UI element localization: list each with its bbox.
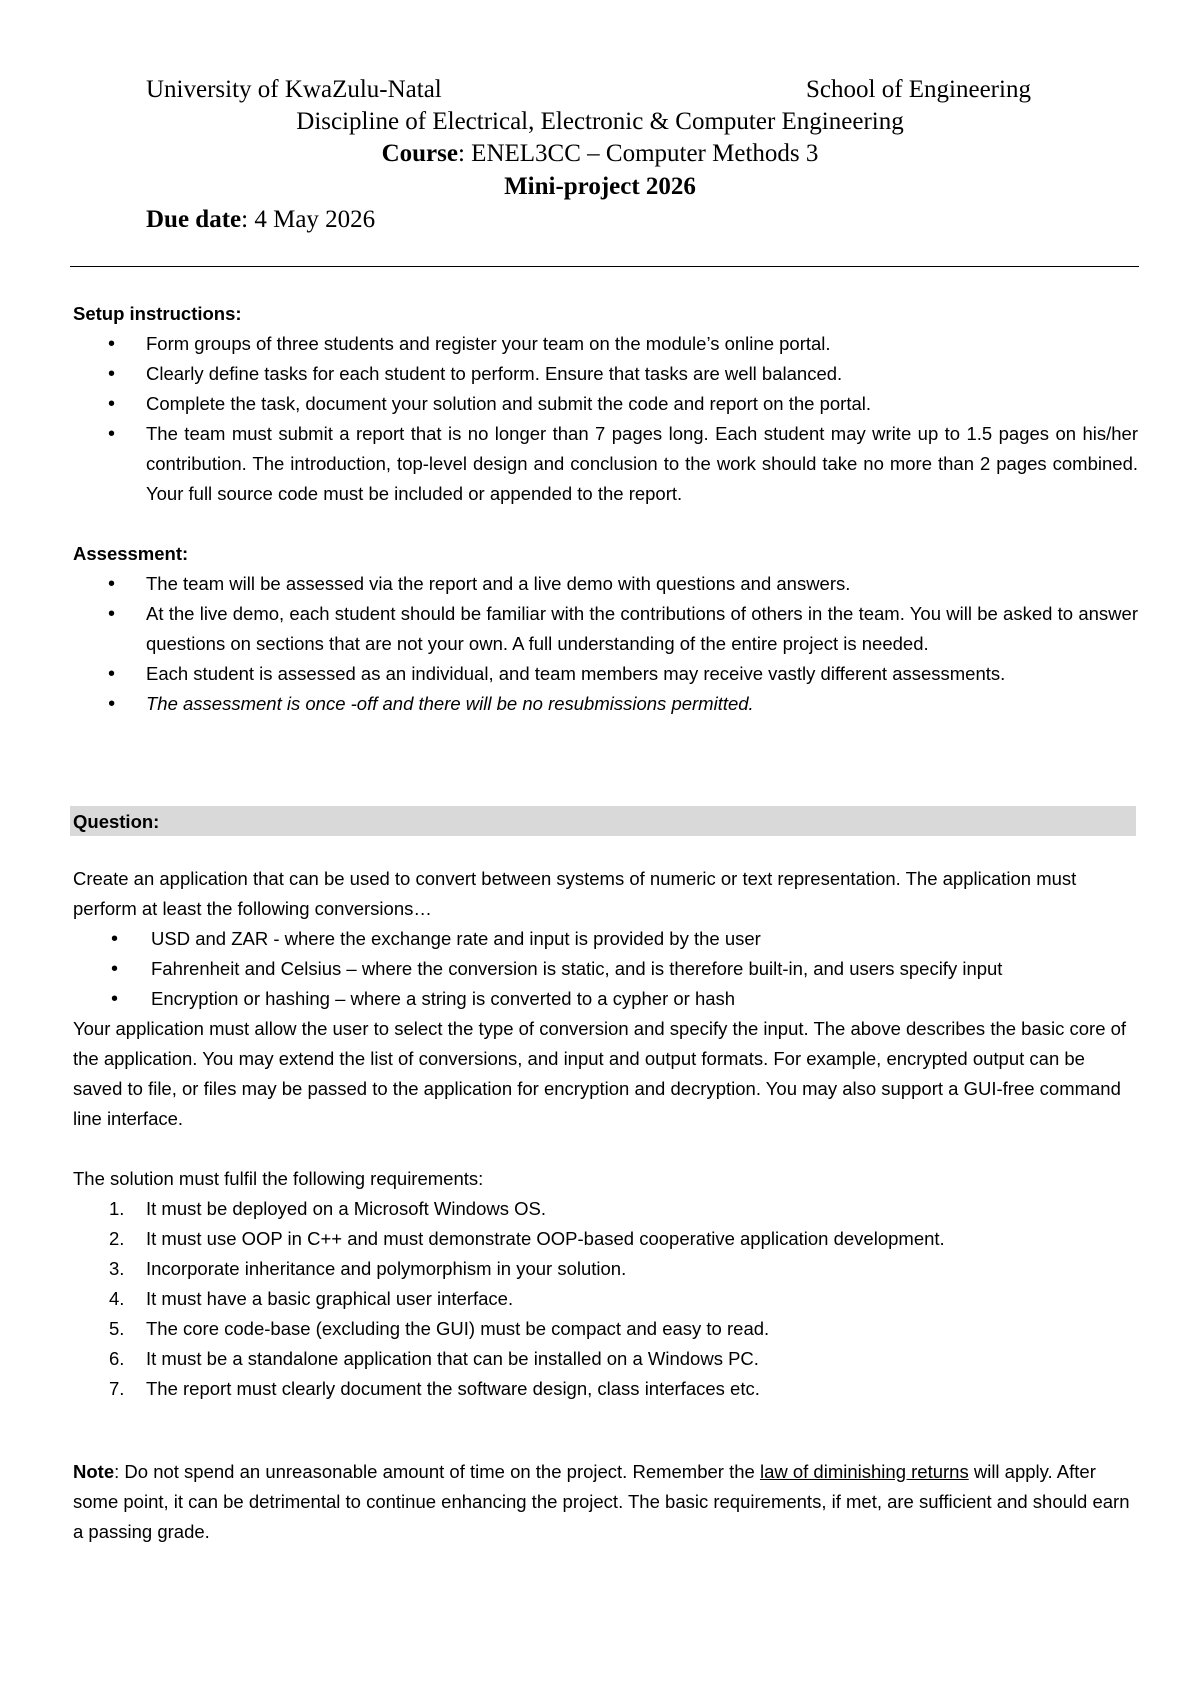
conversion-item: • USD and ZAR - where the exchange rate and input is provided by the user [73,924,1138,954]
project-title: Mini-project 2026 [504,173,696,200]
question-title: Question: [73,811,160,832]
requirement-item [73,1194,1138,1224]
requirement-text: Incorporate inheritance and polymorphism in your solution. [146,1258,627,1279]
note-text-after: will apply. After some point, it can be detrimental to continue enhancing the project. The basic requirements, if met, are sufficient and should earn a passing grade. [73,1461,1130,1542]
header-divider [70,266,1139,267]
requirement-number: 2. [109,1228,125,1249]
assessment-item: • The team will be assessed via the report and a live demo with questions and answers. [73,569,1138,599]
conversion-item: • Encryption or hashing – where a string is converted to a cypher or hash [73,984,1138,1014]
assessment-title: Assessment: [73,543,189,564]
setup-item: • Clearly define tasks for each student to perform. Ensure that tasks are well balanced. [73,359,1138,389]
requirement-text: It must be deployed on a Microsoft Windows OS. [146,1198,546,1219]
requirement-text: It must have a basic graphical user interface. [146,1288,514,1309]
requirement-number: 1. [109,1198,125,1219]
spacer [73,1134,1138,1164]
diminishing-returns-link: law of diminishing returns [759,1461,969,1482]
note-section [73,1457,1138,1547]
course-value: : ENEL3CC – Computer Methods 3 [457,140,819,167]
question-section [73,864,1138,1404]
due-date-label: Due date [146,206,242,233]
note-label: Note [73,1461,115,1482]
school-name: School of Engineering [806,76,1031,103]
setup-item: • Form groups of three students and register your team on the module’s online portal. [73,329,1138,359]
requirement-item [73,1314,1138,1344]
assessment-item: • The assessment is once -off and there will be no resubmissions permitted. [73,689,1138,719]
requirement-number: 5. [109,1318,125,1339]
setup-item: • The team must submit a report that is no longer than 7 pages long. Each student may write up to 1.5 pages on his/her contribution. The introduction, top-level design and conclusion to the work should take no more than 2 pages combined. Your full source code must be included or appended to the report. [73,419,1138,509]
requirement-item [73,1374,1138,1404]
assessment-item: • At the live demo, each student should be familiar with the contributions of others in the team. You will be asked to answer questions on sections that are not your own. A full understanding of the entire project is needed. [73,599,1138,659]
requirement-number: 7. [109,1378,125,1399]
setup-section [73,299,1138,509]
setup-item: • Complete the task, document your solution and submit the code and report on the portal. [73,389,1138,419]
requirement-item [73,1254,1138,1284]
conversion-item: • Fahrenheit and Celsius – where the conversion is static, and is therefore built-in, and users specify input [73,954,1138,984]
assessment-section [73,539,1138,719]
due-date-line [146,206,375,234]
requirement-number: 6. [109,1348,125,1369]
requirement-text: The core code-base (excluding the GUI) must be compact and easy to read. [146,1318,770,1339]
requirement-text: It must be a standalone application that can be installed on a Windows PC. [146,1348,759,1369]
requirement-item [73,1224,1138,1254]
question-details: Your application must allow the user to select the type of conversion and specify the input. The above describes the basic core of the application. You may extend the list of conversions, and input and output formats. For example, encrypted output can be saved to file, or files may be passed to the application for encryption and decryption. You may also support a GUI-free command line interface. [73,1018,1127,1129]
course-line [0,140,1200,168]
requirement-number: 4. [109,1288,125,1309]
setup-title: Setup instructions: [73,303,242,324]
requirement-item [73,1344,1138,1374]
requirements-intro: The solution must fulfil the following requirements: [73,1168,484,1189]
requirement-number: 3. [109,1258,125,1279]
requirement-item [73,1284,1138,1314]
due-date-value: : 4 May 2026 [241,206,376,233]
requirement-text: It must use OOP in C++ and must demonstrate OOP-based cooperative application development. [146,1228,945,1249]
university-name: University of KwaZulu-Natal [146,76,442,103]
course-label: Course [381,140,458,167]
question-intro: Create an application that can be used to convert between systems of numeric or text representation. The application must perform at least the following conversions… [73,868,1077,919]
note-text-before: : Do not spend an unreasonable amount of time on the project. Remember the [114,1461,760,1482]
assessment-item: • Each student is assessed as an individual, and team members may receive vastly different assessments. [73,659,1138,689]
discipline-name: Discipline of Electrical, Electronic & Computer Engineering [296,108,904,135]
question-heading-bar [70,806,1136,836]
requirement-text: The report must clearly document the software design, class interfaces etc. [146,1378,760,1399]
